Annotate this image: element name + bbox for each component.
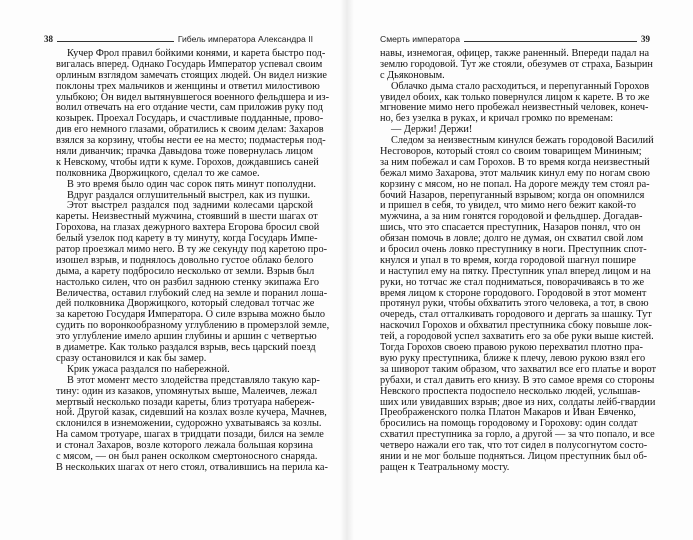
text-line: рубахи, и стал давить его книзу. В это самое время со стороны — [380, 374, 655, 386]
body-text — [56, 48, 330, 474]
text-line: сразу остановился и как бы замер. — [56, 352, 207, 364]
text-line: белый узелок под карету в ту минуту, когда Государь Импе- — [56, 233, 318, 245]
text-line: кнулся и упал в то время, когда городовой шагнул пошире — [380, 254, 636, 266]
header-rule — [57, 41, 174, 42]
text-line: настолько силен, что он разбил заднюю стенку экипажа Его — [56, 276, 320, 288]
text-line: козырек. Проехал Государь, и счастливые подданные, прово- — [56, 113, 324, 125]
text-line: изошел взрыв, и поднялось довольно густое облако белого — [56, 254, 314, 266]
text-line: увидел обоих, как только повернулся лицом к карете. В то же — [380, 91, 650, 103]
text-line: взялся за корзину, чтобы нести ее на место; подмастерья под- — [56, 135, 326, 147]
page-number: 38 — [44, 34, 53, 44]
text-line: — Держи! Держи! — [391, 124, 473, 136]
text-line: Преображенского полка Платон Макаров и Иван Евченко, — [380, 407, 636, 419]
body-text — [380, 48, 657, 474]
text-line: дей полковника Дворжицкого, который следовал тотчас же — [56, 298, 315, 310]
text-line: склонился в изнеможении, судорожно ухватываясь за козлы. — [56, 418, 322, 430]
text-line: и наступил ему на пятку. Преступник упал вперед лицом и на — [380, 265, 651, 277]
text-line: ной. Другой казак, сидевший на козлах возле кучера, Мачнев, — [56, 407, 327, 419]
text-line: бежал мимо Захарова, этот мальчик кинул ему по ногам свою — [380, 167, 650, 179]
text-line: Тогда Горохов своею правою рукою перехватил плотно пра- — [380, 342, 643, 354]
text-line: это углубление имело аршин глубины и аршин с четвертью — [56, 331, 317, 343]
text-line: очередь, стал отталкивать городового и дергать за шашку. Тут — [380, 309, 652, 321]
running-title: Гибель императора Александра II — [177, 34, 313, 44]
text-line: схватил преступника за горло, а другой — за что попало, и все — [380, 429, 655, 441]
text-line: за ним побежал и сам Горохов. В то время когда неизвестный — [380, 156, 650, 168]
text-line: наскочил Горохов и обхватил преступника сбоку повыше лок- — [380, 320, 652, 332]
text-line: орлиным взглядом замечать стоящих людей. Он видел низкие — [56, 69, 327, 81]
running-title: Смерть императора — [380, 34, 460, 44]
text-line: обязан помочь в ловле; долго не думая, он схватил свой лом — [380, 233, 644, 245]
paragraph — [56, 200, 330, 364]
text-line: вую руку преступника, ближе к плечу, левою рукою взял его — [380, 352, 646, 364]
text-line: за шиворот таким образом, что захватил все его платье и ворот — [380, 363, 657, 375]
text-line: Невского проспекта подоспело несколько людей, услышав- — [380, 385, 641, 397]
text-line: за каретою Государя Императора. О силе взрыва можно было — [56, 309, 326, 321]
running-header — [380, 33, 650, 44]
text-line: Облачко дыма стало расходиться, и перепуганный Горохов — [391, 80, 650, 92]
paragraph — [56, 178, 316, 191]
text-line: Крик ужаса раздался по набережной. — [67, 363, 230, 375]
text-line: землю городовой. Тут же стояли, обезумев от страха, Базырин — [380, 58, 653, 70]
text-line: с мясом, — он был ранен осколком смертоносного снаряда. — [56, 450, 318, 462]
text-line: полковника Дворжицкого, сделал то же самое. — [56, 167, 260, 179]
text-line: время лицом к стороне городового. Городовой в этот момент — [380, 287, 647, 299]
text-line: бочий Назаров, перепуганный взрывом; когда он опомнился — [380, 189, 645, 201]
text-line: и пришел в себя, то увидел, что мимо него бежит какой-то — [380, 200, 636, 212]
text-line: и стонал Захаров, возле которого лежала большая корзина — [56, 440, 313, 452]
text-line: ших или увидавших взрыв; двое из них, солдаты лейб-гвардии — [380, 396, 656, 408]
text-line: Кучер Фрол правил бойкими конями, и карета быстро под- — [67, 48, 326, 59]
text-line: мертвый несколько позади кареты, близ тротуара набереж- — [56, 396, 315, 408]
text-line: янии и не мог больше подняться. Лицом преступник был об- — [380, 450, 648, 462]
text-line: див его немного глазами, обратились к своим делам: Захаров — [56, 124, 324, 136]
right-page — [347, 0, 693, 540]
header-rule — [464, 41, 637, 42]
text-line: тей, а городовой успел захватить его за обе руки выше кистей. — [380, 331, 654, 343]
text-line: Следом за неизвестным кинулся бежать городовой Василий — [391, 135, 654, 147]
text-line: В нескольких шагах от него стоял, отвалившись на перила ка- — [56, 461, 328, 473]
text-line: Несговоров, который стоял со своим товарищем Мининым; — [380, 146, 642, 158]
paragraph — [56, 48, 330, 180]
text-line: руки, но тотчас же стал подниматься, поворачиваясь в то же — [380, 276, 645, 288]
text-line: В этот момент место злодейства представляло такую кар- — [67, 374, 320, 386]
text-line: няли диванчик; прачка Давыдова тоже повернулась лицом — [56, 146, 313, 158]
text-line: мгновение мимо него пробежал неизвестный человек, конеч- — [380, 102, 649, 114]
text-line: протянул руки, чтобы обхватить этого человека, а тот, в свою — [380, 298, 649, 310]
text-line: но, без узелка в руках, и кричал громко по временам: — [380, 113, 614, 125]
text-line: дыма, а карету подбросило несколько от земли. Взрыв был — [56, 265, 315, 277]
text-line: Этот выстрел раздался под задними колесами царской — [67, 200, 313, 212]
text-line: волил отвечать на его отдание чести, сам приложив руку под — [56, 102, 324, 114]
text-line: ращен к Театральному мосту. — [380, 461, 510, 473]
text-line: На самом тротуаре, шагах в тридцати позади, бился на земле — [56, 429, 324, 441]
paragraph — [380, 48, 653, 82]
text-line: тину: один из казаков, упомянутых выше, Малеичев, лежал — [56, 385, 318, 397]
page-number: 39 — [641, 34, 650, 44]
text-line: кареты. Неизвестный мужчина, стоявший в шести шагах от — [56, 211, 318, 223]
text-line: поклоны трех мальчиков и женщины и ответил милостивою — [56, 80, 320, 92]
text-line: улыбкою; Он видел вытянувшегося военного фельдшера и из- — [56, 91, 330, 103]
text-line: с Дьяконовым. — [380, 69, 445, 81]
paragraph — [380, 80, 650, 126]
text-line: корзину с мясом, но не попал. На дороге между тем стоял ра- — [380, 178, 650, 190]
left-page — [0, 0, 346, 540]
text-line: четверо нажали его так, что тот сидел в полусогнутом состо- — [380, 440, 648, 452]
text-line: к Невскому, чтобы идти к куме. Горохов, дождавшись саней — [56, 156, 319, 168]
text-line: мужчина, а за ним гонятся городовой и фельдшер. Догадав- — [380, 211, 643, 223]
running-header — [44, 33, 313, 44]
text-line: навы, изнемогая, офицер, также раненный. Впереди падал на — [380, 48, 650, 59]
text-line: в диаметре. Как только раздался взрыв, весь царский поезд — [56, 342, 316, 354]
text-line: ратор проезжал мимо него. В ту же секунду под каретою про- — [56, 244, 328, 256]
paragraph — [380, 135, 657, 474]
text-line: шись, что это спасается преступник, Назаров понял, что он — [380, 222, 641, 234]
text-line: судить по воронкообразному углублению в промерзлой земле, — [56, 320, 330, 332]
text-line: В это время было один час сорок пять минут пополудни. — [67, 178, 316, 190]
text-line: бросились на помощь городовому и Горохову: один солдат — [380, 418, 638, 430]
text-line: и бросил очень ловко преступнику в ноги. Преступник спот- — [380, 244, 647, 256]
text-line: Горохова, на глазах дежурного вахтера Егорова бросил свой — [56, 222, 320, 234]
text-line: Вдруг раздался оглушительный выстрел, как из пушки. — [67, 189, 311, 201]
text-line: Величества, оставил глубокий след на земле и поранил лоша- — [56, 287, 328, 299]
text-line: вигалась вперед. Однако Государь Император успевал своим — [56, 58, 323, 70]
paragraph — [56, 374, 328, 474]
